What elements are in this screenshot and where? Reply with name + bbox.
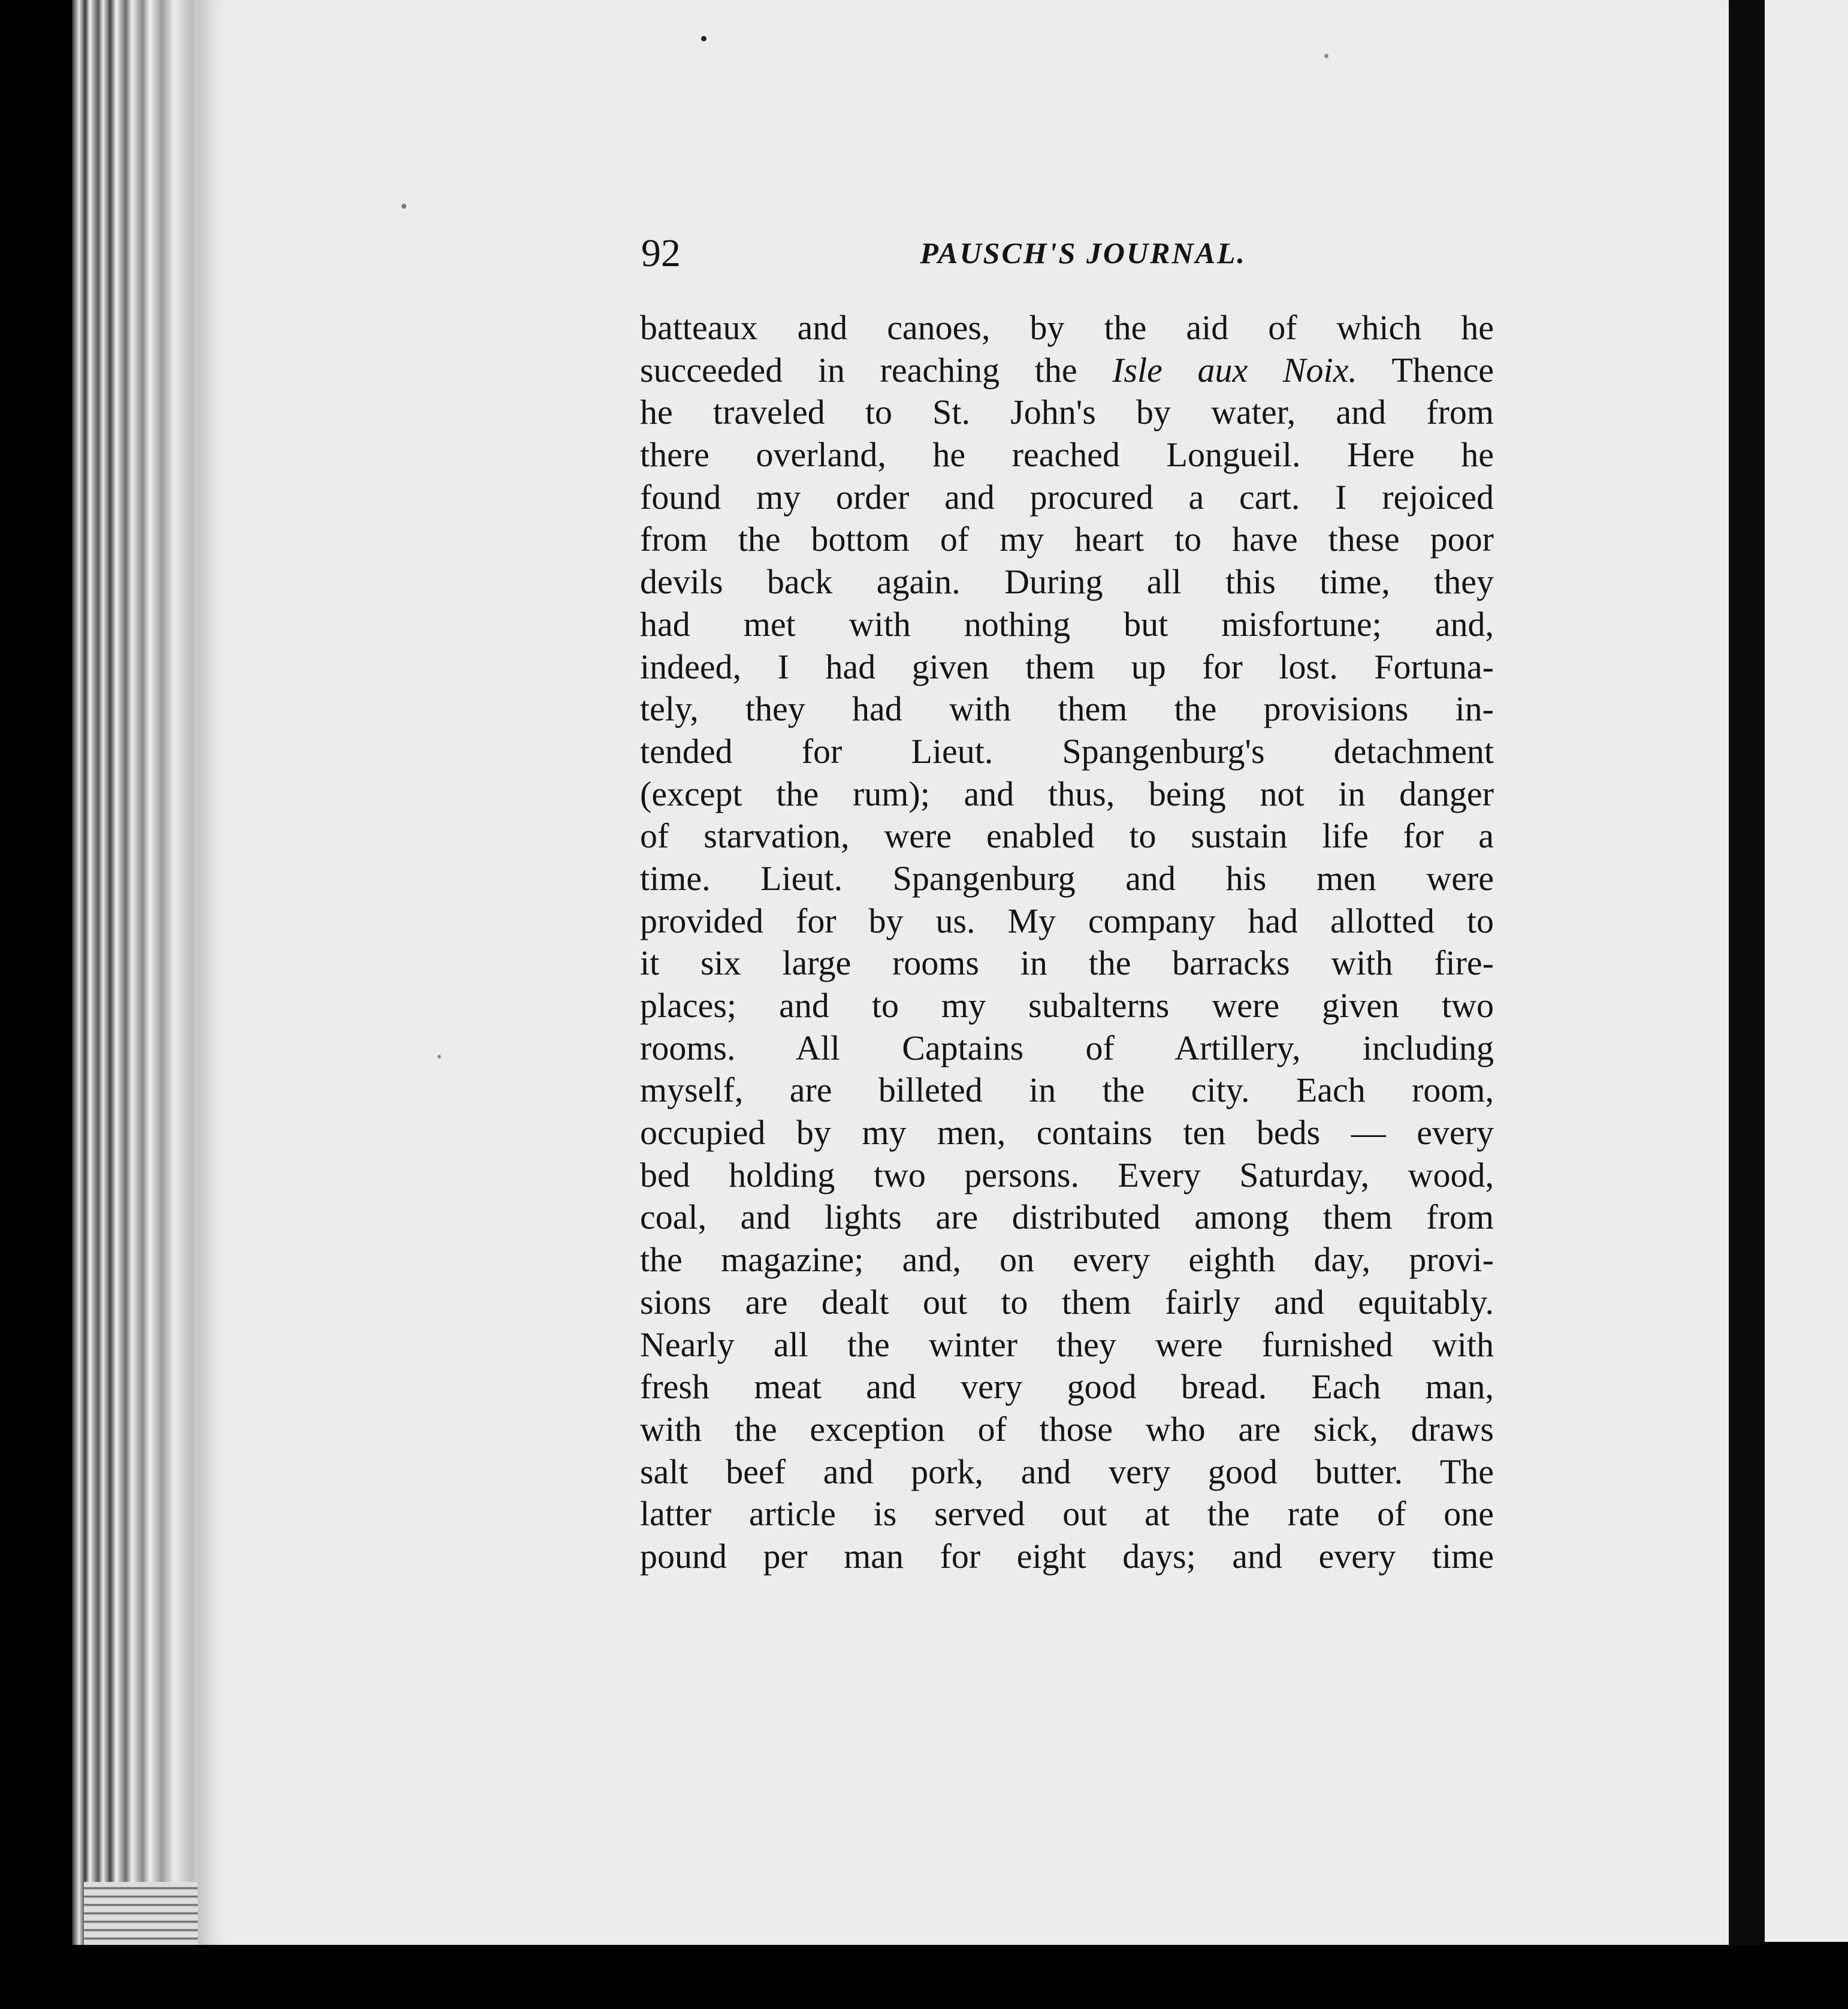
text-line: devils back again. During all this time, they xyxy=(640,562,1494,602)
text-line: pound per man for eight days; and every time xyxy=(640,1536,1494,1576)
text-line: tely, they had with them the provisions in- xyxy=(640,689,1494,729)
text-line: found my order and procured a cart. I rejoiced xyxy=(640,477,1494,517)
paper-speck xyxy=(437,1055,441,1058)
text-line: indeed, I had given them up for lost. Fortuna- xyxy=(640,647,1494,686)
paper-speck xyxy=(401,204,406,209)
page-header xyxy=(641,227,1246,280)
text-line: latter article is served out at the rate of one xyxy=(640,1494,1494,1534)
text-line: Nearly all the winter they were furnished with xyxy=(640,1325,1494,1364)
text-line: batteaux and canoes, by the aid of which he xyxy=(640,308,1494,347)
text-line: from the bottom of my heart to have these poor xyxy=(640,520,1494,559)
scan-bottom-border xyxy=(0,1945,1848,2009)
text-line: myself, are billeted in the city. Each room, xyxy=(640,1070,1494,1110)
text-line xyxy=(640,349,1494,392)
paper-speck xyxy=(701,36,706,41)
text-line: coal, and lights are distributed among them from xyxy=(640,1197,1494,1237)
italic-place-name: Isle aux Noix. xyxy=(1112,350,1357,390)
text-line: bed holding two persons. Every Saturday, wood, xyxy=(640,1155,1494,1194)
text-line: time. Lieut. Spangenburg and his men were xyxy=(640,858,1494,898)
text-line: tended for Lieut. Spangenburg's detachment xyxy=(640,731,1494,771)
text-line: (except the rum); and thus, being not in danger xyxy=(640,774,1494,813)
text-line: he traveled to St. John's by water, and from xyxy=(640,393,1494,432)
text-line: had met with nothing but misfortune; and, xyxy=(640,604,1494,644)
text-line: salt beef and pork, and very good butter. The xyxy=(640,1452,1494,1491)
paper-speck xyxy=(1324,54,1328,58)
facing-page-edge xyxy=(1765,0,1848,1942)
book-gutter xyxy=(1729,0,1765,1945)
text-line: fresh meat and very good bread. Each man, xyxy=(640,1367,1494,1407)
text-line: occupied by my men, contains ten beds — every xyxy=(640,1113,1494,1153)
text-line: the magazine; and, on every eighth day, provi- xyxy=(640,1240,1494,1280)
text-line: of starvation, were enabled to sustain life for a xyxy=(640,816,1494,856)
text-line: sions are dealt out to them fairly and equitably. xyxy=(640,1282,1494,1322)
text-line: with the exception of those who are sick, draws xyxy=(640,1409,1494,1449)
text-line: provided for by us. My company had allotted to xyxy=(640,901,1494,940)
text-segment: succeeded in reaching the xyxy=(640,350,1113,390)
text-line: rooms. All Captains of Artillery, including xyxy=(640,1028,1494,1067)
text-line: it six large rooms in the barracks with fire- xyxy=(640,943,1494,983)
text-line: there overland, he reached Longueil. Here he xyxy=(640,435,1494,475)
body-text xyxy=(640,307,1494,1578)
text-line: places; and to my subalterns were given two xyxy=(640,986,1494,1025)
text-segment: Thence xyxy=(1357,350,1494,390)
page-number: 92 xyxy=(641,231,681,275)
running-title: PAUSCH'S JOURNAL. xyxy=(920,236,1246,270)
